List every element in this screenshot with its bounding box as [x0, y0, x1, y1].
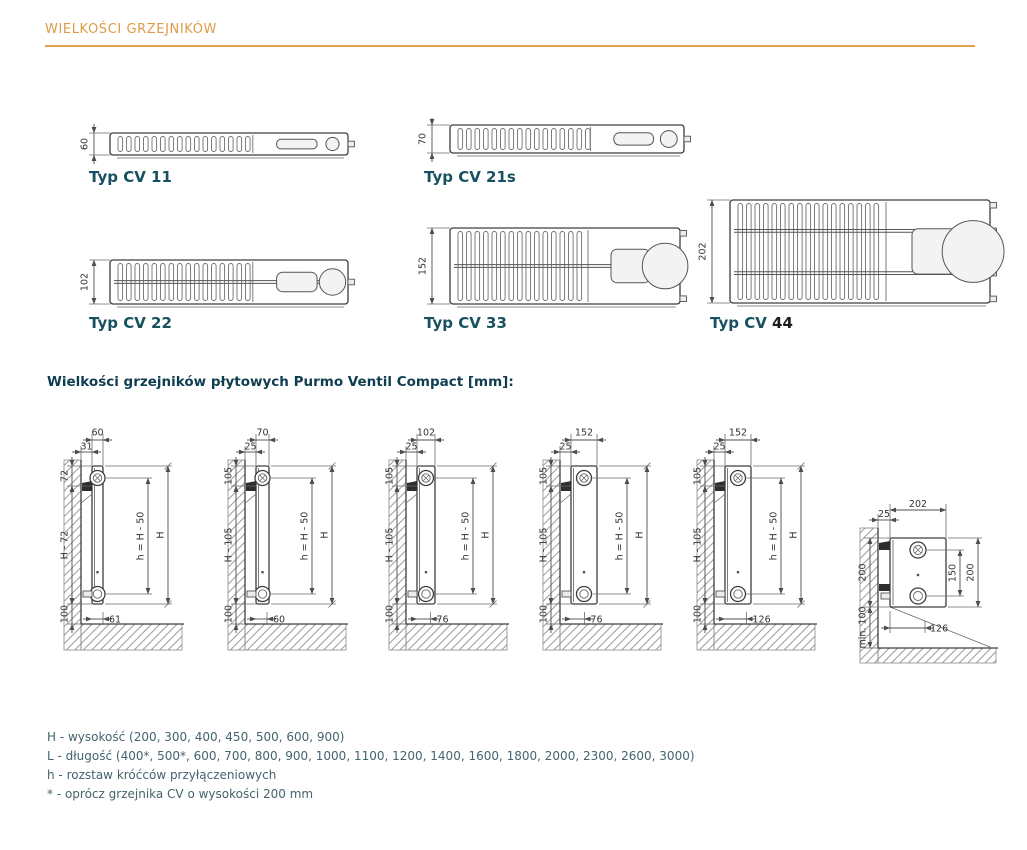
dim-label: h = H - 50: [460, 511, 472, 561]
radiator-side-view: [369, 422, 531, 678]
dim-label: H: [155, 531, 167, 539]
dim-label: 70: [417, 132, 429, 146]
label-typ-cv33: [424, 314, 507, 332]
dim-label: 25: [405, 441, 418, 453]
dim-label: 61: [109, 614, 122, 626]
dim-label: 200: [857, 563, 869, 582]
label-code: 44: [772, 314, 793, 332]
dim-label: 72: [59, 469, 71, 483]
dim-label: h = H - 50: [614, 511, 626, 561]
dim-label: 150: [947, 563, 959, 583]
dim-label: H: [480, 531, 492, 539]
dim-label: 202: [697, 242, 709, 261]
top-view-cv22-drawing: [80, 252, 380, 318]
dim-label: H - 105: [692, 527, 704, 563]
radiator-side-view: [44, 422, 206, 678]
top-view-cv21s-drawing: [414, 118, 714, 174]
dim-label: 25: [559, 441, 572, 453]
label-typ-cv22: [89, 314, 172, 332]
dim-label: 105: [538, 466, 550, 486]
dim-label: 25: [877, 509, 891, 520]
dim-label: 100: [384, 604, 396, 624]
dim-label: 25: [244, 441, 257, 453]
corner-view-h200-drawing: [838, 466, 1016, 698]
radiator-top-view: [80, 124, 380, 170]
dim-label: 152: [728, 427, 748, 439]
label-prefix: Typ CV: [710, 314, 767, 332]
dim-label: 102: [416, 427, 436, 439]
dim-label: 105: [384, 466, 396, 486]
label-prefix: Typ CV: [89, 168, 146, 186]
dim-label: 100: [692, 604, 704, 624]
dim-label: 126: [752, 614, 771, 626]
dim-label: 200: [965, 563, 977, 582]
dim-label: H - 105: [223, 527, 235, 563]
dim-label: 31: [80, 441, 93, 453]
radiator-top-view: [80, 252, 380, 314]
dim-label: 152: [417, 256, 429, 276]
footnotes: [47, 728, 695, 804]
label-code: 21s: [486, 168, 516, 186]
dim-label: 60: [91, 427, 104, 439]
dim-label: H: [788, 531, 800, 539]
dim-label: 60: [80, 137, 91, 151]
footnote-spacing: h - rozstaw króćców przyłączeniowych: [47, 768, 277, 782]
dim-label: 100: [223, 604, 235, 624]
radiator-top-view: [414, 118, 714, 170]
dim-label: H: [634, 531, 646, 539]
side-view-cv44-drawing: [677, 422, 839, 682]
label-typ-cv44: [710, 314, 793, 332]
label-code: 22: [151, 314, 172, 332]
label-prefix: Typ CV: [89, 314, 146, 332]
side-view-cv21s-drawing: [208, 422, 370, 682]
dim-label: 100: [538, 604, 550, 624]
dim-label: 105: [692, 466, 704, 486]
dim-label: h = H - 50: [768, 511, 780, 561]
dim-label: H - 105: [538, 527, 550, 563]
dim-label: 100: [59, 604, 71, 624]
radiator-top-view: [414, 222, 714, 314]
dim-label: 25: [713, 441, 726, 453]
footnote-height: H - wysokość (200, 300, 400, 450, 500, 600, 900): [47, 730, 345, 744]
label-code: 11: [151, 168, 172, 186]
side-view-cv11-drawing: [44, 422, 206, 682]
label-typ-cv21s: [424, 168, 516, 186]
label-typ-cv11: [89, 168, 172, 186]
footnote-length: L - długość (400*, 500*, 600, 700, 800, 900, 1000, 1100, 1200, 1400, 1600, 1800, 2000, 2300, 2600, 3000): [47, 749, 695, 763]
top-view-cv11-drawing: [80, 124, 380, 174]
radiator-side-view: [677, 422, 839, 678]
side-view-cv22-drawing: [369, 422, 531, 682]
dim-label: h = H - 50: [135, 511, 147, 561]
radiator-side-view: [523, 422, 685, 678]
dim-label: 102: [80, 272, 91, 292]
dim-label: 126: [930, 623, 949, 635]
label-prefix: Typ CV: [424, 168, 481, 186]
radiator-corner-view: [838, 466, 1016, 694]
top-view-cv33-drawing: [414, 222, 714, 318]
dim-label: 152: [574, 427, 594, 439]
section-subtitle: Wielkości grzejników płytowych Purmo Ventil Compact [mm]:: [47, 374, 514, 390]
radiator-top-view: [696, 192, 1022, 314]
dim-label: 76: [590, 614, 603, 626]
top-view-cv44-drawing: [696, 192, 1022, 318]
dim-label: h = H - 50: [299, 511, 311, 561]
dim-label: min. 100: [857, 606, 869, 649]
dim-label: H - 105: [384, 527, 396, 563]
dim-label: 76: [436, 614, 449, 626]
label-prefix: Typ CV: [424, 314, 481, 332]
dim-label: 202: [908, 499, 928, 510]
dim-label: 70: [256, 427, 269, 439]
side-view-cv33-drawing: [523, 422, 685, 682]
radiator-side-view: [208, 422, 370, 678]
dim-label: 60: [273, 614, 286, 626]
title-rule: [45, 45, 975, 47]
label-code: 33: [486, 314, 507, 332]
footnote-asterisk: * - oprócz grzejnika CV o wysokości 200 mm: [47, 787, 314, 801]
dim-label: H: [319, 531, 331, 539]
page-title: WIELKOŚCI GRZEJNIKÓW: [45, 22, 218, 37]
dim-label: H - 72: [59, 530, 71, 560]
dim-label: 105: [223, 466, 235, 486]
